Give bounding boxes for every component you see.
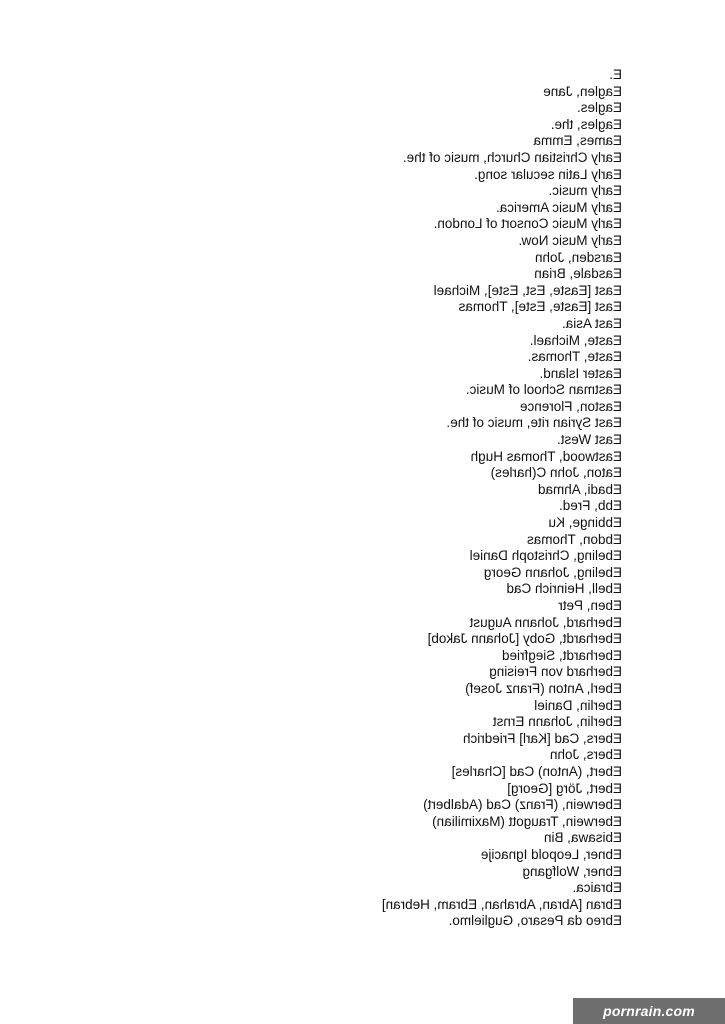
index-entry: Eben, Petr	[558, 598, 622, 613]
index-entry: Early Latin secular song.	[474, 166, 622, 182]
index-entry: Eagles, the.	[550, 116, 622, 132]
index-entry: Ebers, John	[549, 747, 622, 763]
index-entry: East [Easte, Este], Thomas	[458, 299, 622, 315]
index-entry: Eberl, Anton (Franz Josef)	[465, 680, 622, 696]
index-entry: Early music.	[548, 183, 622, 199]
index-entry: Ebert, (Anton) Cad [Charles]	[451, 763, 622, 779]
index-entry: Ebadi, Ahmad	[537, 481, 622, 497]
index-entry: Eberlin, Johann Ernst	[492, 714, 622, 730]
index-entry: Ebeling, Christoph Daniel	[469, 548, 622, 564]
index-entry: East Syrian rite, music of the.	[446, 415, 622, 431]
index-entry: Ebeling, Johann Georg	[483, 564, 622, 580]
index-entry: Ebreo da Pesaro, Guglielmo.	[448, 913, 622, 929]
index-entry: Eberwein, (Franz) Cad (Adalbert)	[423, 797, 622, 813]
index-entry: E.	[609, 67, 622, 82]
watermark: pornrain.com	[573, 998, 725, 1024]
index-entry: Early Music Now.	[518, 232, 622, 248]
index-entry: Early Music Consort of London.	[433, 216, 622, 232]
index-entry: Ebdon, Thomas	[526, 531, 622, 547]
index-entry: East West.	[556, 432, 622, 448]
index-entry: Ebers, Cad [Karl] Friedrich	[462, 730, 622, 746]
index-entry: Eastwood, Thomas Hugh	[470, 448, 622, 464]
index-entry: Ebran [Abran, Abrahan, Ebram, Hebran]	[381, 896, 622, 912]
index-entry: Ebell, Heinrich Cad	[506, 581, 622, 597]
index-entry: East Asia.	[561, 315, 622, 331]
index-entry: East [Easte, Est, Este], Michael	[433, 282, 622, 298]
index-entry: Ebert, Jörg [Georg]	[507, 780, 622, 796]
index-entry: Easton, Florence	[519, 398, 622, 414]
index-entry: Easte, Thomas.	[527, 349, 622, 365]
index-entry: Eberhardt, Goby [Johann Jakob]	[427, 631, 622, 647]
index-entry: Ebner, Wolfgang	[522, 863, 622, 879]
index-entry: Eberhardt, Siegfried	[501, 647, 622, 663]
index-entry-list	[0, 67, 725, 930]
index-entry: Early Christian Church, music of the.	[402, 149, 622, 165]
index-entry: Ebner, Leopold Ignacije	[480, 846, 622, 862]
index-entry: Eaglen, Jane	[543, 83, 622, 99]
index-entry: Eberhard von Freising	[489, 664, 622, 680]
index-entry: Eberwein, Traugott (Maximilian)	[432, 813, 622, 829]
index-entry: Eberhard, Johann August	[469, 614, 622, 630]
index-entry: Ebraica.	[572, 880, 622, 896]
index-entry: Eberlin, Daniel	[534, 697, 622, 713]
index-entry: Ebb, Fred.	[558, 498, 622, 514]
index-entry: Eastman School of Music.	[465, 382, 622, 398]
index-entry: Easdale, Brian	[534, 266, 622, 282]
index-entry: Ebbinge, Ku	[548, 515, 622, 531]
index-entry: Easte, Michael.	[529, 332, 622, 348]
index-entry: Ebisawa, Bin	[543, 830, 622, 846]
index-entry: Easter Island.	[539, 365, 622, 381]
index-entry: Early Music America.	[495, 199, 622, 215]
index-entry: Eagles.	[576, 100, 622, 116]
index-entry: Eames, Emma	[533, 133, 622, 149]
index-entry: Eaton, John C(harles)	[490, 465, 622, 481]
index-entry: Earsden, John	[534, 249, 622, 265]
